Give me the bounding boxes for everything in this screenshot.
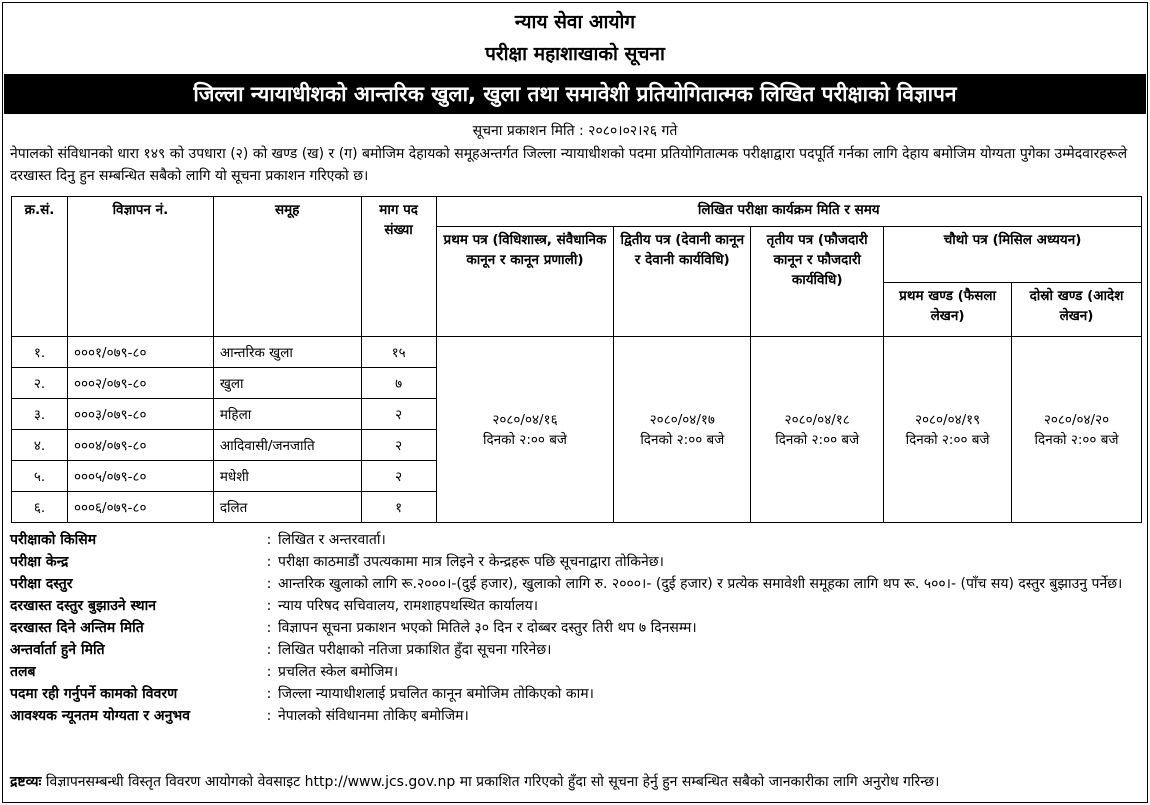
detail-value: न्याय परिषद सचिवालय, रामशाहपथस्थित कार्यालय। (278, 598, 539, 614)
exam-time: दिनको २:०० बजे (482, 431, 567, 448)
cell-serial: २. (12, 368, 68, 399)
paper-3-schedule (751, 337, 884, 523)
exam-time: दिनको २:०० बजे (640, 431, 725, 448)
cell-ad-number: ०००३/०७९-८० (67, 399, 213, 430)
cell-posts: २ (361, 399, 436, 430)
organization-name: न्याय सेवा आयोग (514, 11, 636, 33)
cell-ad-number: ०००४/०७९-८० (67, 430, 213, 461)
detail-colon: : (266, 576, 272, 592)
paper-4b-schedule (1012, 337, 1142, 523)
cell-posts: १५ (361, 337, 436, 368)
detail-label: परीक्षा केन्द्र (10, 554, 69, 570)
cell-serial: ४. (12, 430, 68, 461)
cell-group: मधेशी (213, 461, 361, 492)
header-paper-4: चौथो पत्र (मिसिल अध्ययन) (884, 227, 1142, 283)
detail-colon: : (266, 554, 272, 570)
detail-colon: : (266, 598, 272, 614)
cell-serial: ३. (12, 399, 68, 430)
detail-label: तलब (10, 664, 36, 680)
detail-row (10, 573, 1142, 595)
cell-ad-number: ०००५/०७९-८० (67, 461, 213, 492)
detail-row (10, 705, 1142, 727)
paper-1-schedule (436, 337, 614, 523)
header-group: समूह (213, 197, 361, 337)
header-posts: माग पद संख्या (361, 197, 436, 337)
cell-serial: ५. (12, 461, 68, 492)
cell-ad-number: ०००१/०७९-८० (67, 337, 213, 368)
table-row (12, 337, 1142, 368)
detail-row (10, 661, 1142, 683)
exam-date: २०८०/०४/१७ (649, 411, 715, 428)
detail-row (10, 617, 1142, 639)
cell-group: आदिवासी/जनजाति (213, 430, 361, 461)
detail-row (10, 551, 1142, 573)
detail-value: लिखित परीक्षाको नतिजा प्रकाशित हुँदा सूचना गरिनेछ। (278, 642, 552, 658)
detail-label: दरखास्त दस्तुर बुझाउने स्थान (10, 598, 157, 614)
footnote-text: विज्ञापनसम्बन्धी विस्तृत विवरण आयोगको वेवसाइट http://www.jcs.gov.np मा प्रकाशित गरिएको हुँदा सो सूचना हेर्नु हुन सम्बन्धित सबैको जानकारीका लागि अनुरोध गरिन्छ। (45, 774, 940, 790)
cell-ad-number: ०००६/०७९-८० (67, 492, 213, 523)
detail-row (10, 529, 1142, 551)
detail-value: नेपालको संविधानमा तोकिए बमोजिम। (278, 708, 469, 724)
publication-date: सूचना प्रकाशन मिति : २०८०।०२।२६ गते (472, 123, 678, 139)
exam-schedule-table (11, 196, 1142, 523)
cell-group: खुला (213, 368, 361, 399)
exam-time: दिनको २:०० बजे (775, 431, 860, 448)
detail-colon: : (266, 620, 272, 636)
detail-row (10, 639, 1142, 661)
details-list (10, 529, 1142, 727)
detail-label: परीक्षा दस्तुर (10, 576, 73, 592)
cell-serial: ६. (12, 492, 68, 523)
advertisement-banner: जिल्ला न्यायाधीशको आन्तरिक खुला, खुला तथा समावेशी प्रतियोगितात्मक लिखित परीक्षाको विज्ञापन (4, 74, 1146, 114)
cell-posts: २ (361, 461, 436, 492)
detail-row (10, 595, 1142, 617)
cell-group: दलित (213, 492, 361, 523)
detail-label: परीक्षाको किसिम (10, 532, 97, 548)
cell-posts: ७ (361, 368, 436, 399)
intro-paragraph: नेपालको संविधानको धारा १४९ को उपधारा (२) को खण्ड (ख) र (ग) बमोजिम देहायको समूहअन्तर्गत जिल्ला न्यायाधीशको पदमा प्रतियोगितात्मक परीक्षाद्वारा पदपूर्ति गर्नका लागि देहाय बमोजिम योग्यता पुगेका उम्मेदवारहरूले दरखास्त दिनु हुन सम्बन्धित सबैको लागि यो सूचना प्रकाशन गरिएको छ। (10, 146, 1128, 184)
detail-value: परीक्षा काठमाडौं उपत्यकामा मात्र लिइने र केन्द्रहरू पछि सूचनाद्वारा तोकिनेछ। (278, 554, 664, 570)
detail-row (10, 683, 1142, 705)
exam-date: २०८०/०४/२० (1043, 411, 1110, 428)
footnote (10, 771, 1145, 793)
header-paper-4-part-2: दोस्रो खण्ड (आदेश लेखन) (1012, 283, 1142, 337)
exam-date: २०८०/०४/१८ (784, 411, 850, 428)
detail-colon: : (266, 664, 272, 680)
header-paper-3: तृतीय पत्र (फौजदारी कानून र फौजदारी कार्यविधि) (751, 227, 884, 337)
header-schedule: लिखित परीक्षा कार्यक्रम मिति र समय (436, 197, 1141, 227)
detail-label: दरखास्त दिने अन्तिम मिति (10, 620, 144, 636)
detail-label: पदमा रही गर्नुपर्ने कामको विवरण (10, 686, 178, 702)
paper-2-schedule (614, 337, 751, 523)
detail-value: जिल्ला न्यायाधीशलाई प्रचलित कानून बमोजिम तोकिएको काम। (278, 686, 594, 702)
cell-serial: १. (12, 337, 68, 368)
header-paper-4-part-1: प्रथम खण्ड (फैसला लेखन) (884, 283, 1012, 337)
header-paper-2: द्वितीय पत्र (देवानी कानून र देवानी कार्यविधि) (614, 227, 751, 337)
cell-group: महिला (213, 399, 361, 430)
exam-date: २०८०/०४/१९ (914, 411, 981, 428)
detail-colon: : (266, 708, 272, 724)
footnote-label: द्रष्टव्यः (10, 774, 42, 790)
detail-colon: : (266, 642, 272, 658)
detail-label: अन्तर्वार्ता हुने मिति (10, 642, 105, 658)
cell-posts: १ (361, 492, 436, 523)
notice-subtitle: परीक्षा महाशाखाको सूचना (485, 43, 665, 65)
detail-value: प्रचलित स्केल बमोजिम। (278, 664, 399, 680)
detail-colon: : (266, 532, 272, 548)
cell-group: आन्तरिक खुला (213, 337, 361, 368)
detail-value: लिखित र अन्तरवार्ता। (278, 532, 386, 548)
header-paper-1: प्रथम पत्र (विधिशास्त्र, संवैधानिक कानून र कानून प्रणाली) (436, 227, 614, 337)
cell-posts: २ (361, 430, 436, 461)
header-ad-number: विज्ञापन नं. (67, 197, 213, 337)
detail-colon: : (266, 686, 272, 702)
paper-4a-schedule (884, 337, 1012, 523)
detail-label: आवश्यक न्यूनतम योग्यता र अनुभव (10, 708, 191, 724)
header-serial: क्र.सं. (12, 197, 68, 337)
exam-time: दिनको २:०० बजे (1034, 431, 1119, 448)
exam-time: दिनको २:०० बजे (905, 431, 990, 448)
detail-value: आन्तरिक खुलाको लागि रू.२०००।-(दुई हजार), खुलाको लागि रु. २०००।- (दुई हजार) र प्रत्येक समावेशी समूहका लागि थप रू. ५००।- (पाँच सय) दस्तुर बुझाउनु पर्नेछ। (278, 576, 1123, 592)
detail-value: विज्ञापन सूचना प्रकाशन भएको मितिले ३० दिन र दोब्बर दस्तुर तिरी थप ७ दिनसम्म। (278, 620, 697, 636)
cell-ad-number: ०००२/०७९-८० (67, 368, 213, 399)
exam-date: २०८०/०४/१६ (492, 411, 558, 428)
